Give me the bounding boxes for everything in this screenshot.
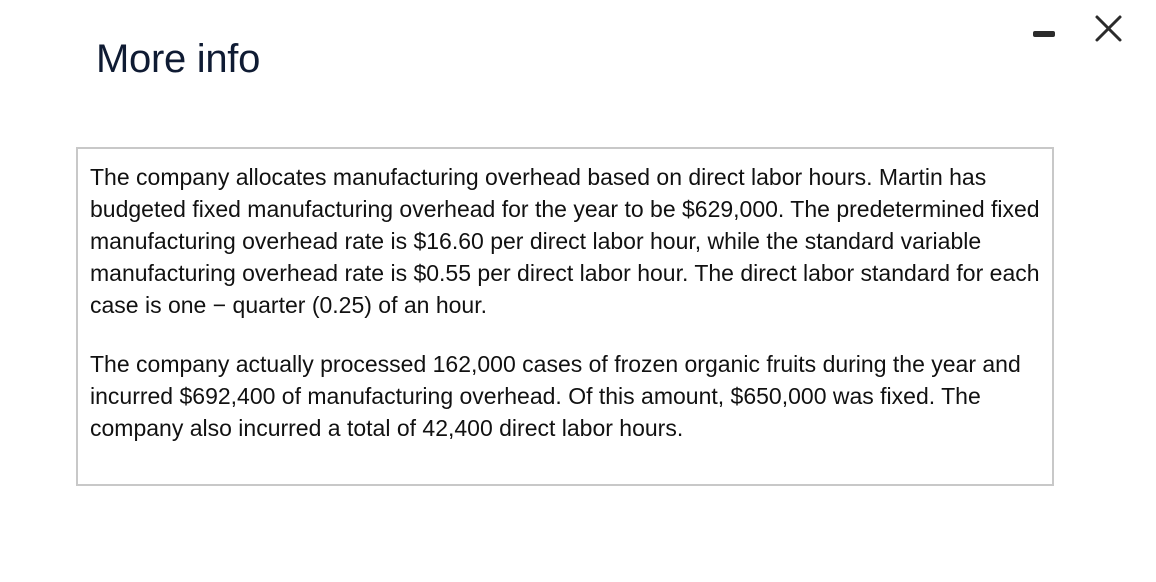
minimize-button[interactable] [1026, 14, 1062, 50]
close-icon [1089, 10, 1127, 48]
info-paragraph-1: The company allocates manufacturing overhead based on direct labor hours. Martin has budgeted fixed manufacturing overhead for the year to be $629,000. The predetermined fixed manufacturing overhead rate is $16.60 per direct labor hour, while the standard variable manufacturing overhead rate is $0.55 per direct labor hour. The direct labor standard for each case is one − quarter (0.25) of an hour. [90, 164, 1040, 318]
info-paragraph-2: The company actually processed 162,000 cases of frozen organic fruits during the year and incurred $692,400 of manufacturing overhead. Of this amount, $650,000 was fixed. The company also incurred a total of 42,400 direct labor hours. [90, 351, 1021, 441]
dialog-title: More info [96, 37, 261, 81]
info-text-box [76, 147, 1054, 486]
close-button[interactable] [1089, 10, 1127, 48]
minimize-icon [1033, 31, 1055, 37]
